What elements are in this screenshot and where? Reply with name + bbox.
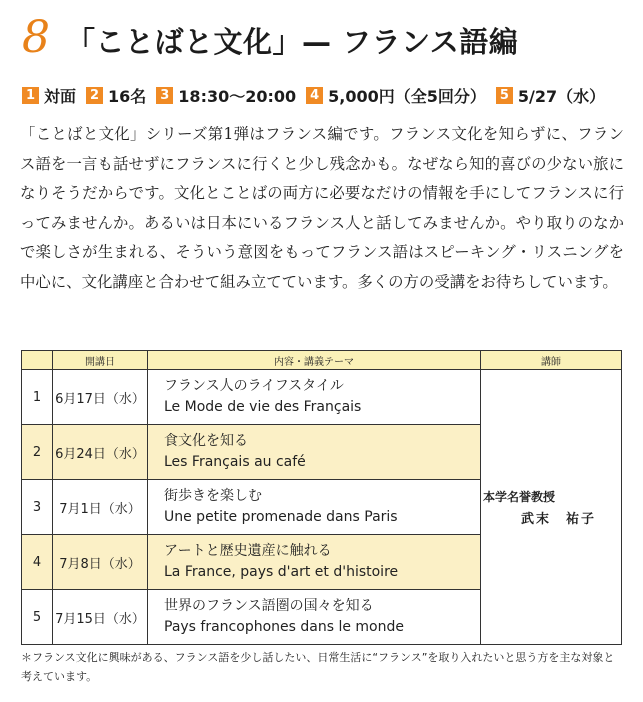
session-theme (148, 370, 481, 425)
lecturer-title: 本学名誉教授 (483, 489, 556, 504)
info-badge: 1 (22, 87, 39, 104)
info-badge: 5 (496, 87, 513, 104)
header-date: 開講日 (53, 351, 148, 370)
info-badge: 4 (306, 87, 323, 104)
course-description: 「ことばと文化」シリーズ第1弾はフランス編です。フランス文化を知らずに、フランス語を一言も話せずにフランスに行くと少し残念かも。なぜなら知的喜びの少ない旅になりそうだからです。文化とことばの両方に必要なだけの情報を手にしてフランスに行ってみませんか。あるいは日本にいるフランス人と話してみませんか。やり取りのなかで楽しさが生まれる、そういう意図をもってフランス語はスピーキング・リスニングを中心に、文化講座と合わせて組み立てています。多くの方の受講をお待ちしています。 (20, 125, 624, 291)
session-date: 6月17日（水） (53, 370, 148, 425)
info-deadline (496, 84, 605, 107)
info-capacity-text: 16名 (108, 86, 147, 106)
header-no (22, 351, 53, 370)
info-fee-text: 5,000円（全5回分） (328, 86, 486, 106)
session-theme (148, 480, 481, 535)
schedule-table (21, 350, 622, 645)
info-badge: 3 (156, 87, 173, 104)
session-theme (148, 535, 481, 590)
session-number: 5 (22, 590, 53, 645)
table-row (22, 370, 622, 425)
info-time-text: 18:30〜20:00 (178, 86, 297, 106)
session-theme (148, 590, 481, 645)
theme-french: Le Mode de vie des Français (164, 399, 362, 415)
lecturer-cell (481, 370, 622, 645)
theme-japanese: 街歩きを楽しむ (164, 488, 262, 504)
table-header-row (22, 351, 622, 370)
theme-french: Une petite promenade dans Paris (164, 509, 398, 525)
info-capacity (86, 84, 146, 107)
footnote: ＊フランス文化に興味がある、フランス語を少し話したい、日常生活に“フランス”を取り入れたいと思う方を主な対象と考えています。 (21, 651, 615, 683)
info-deadline-text: 5/27（水） (517, 86, 606, 106)
theme-japanese: フランス人のライフスタイル (164, 378, 344, 394)
course-number: 8 (22, 12, 50, 63)
info-format (22, 84, 76, 107)
theme-french: La France, pays d'art et d'histoire (164, 564, 399, 580)
session-number: 1 (22, 370, 53, 425)
info-time (156, 84, 296, 107)
session-date: 7月15日（水） (53, 590, 148, 645)
theme-japanese: 食文化を知る (164, 433, 248, 449)
theme-japanese: 世界のフランス語圏の国々を知る (164, 598, 374, 614)
session-number: 2 (22, 425, 53, 480)
theme-french: Pays francophones dans le monde (164, 619, 404, 635)
course-info-row (22, 82, 615, 108)
session-date: 6月24日（水） (53, 425, 148, 480)
session-theme (148, 425, 481, 480)
info-badge: 2 (86, 87, 103, 104)
theme-french: Les Français au café (164, 454, 306, 470)
info-fee (306, 84, 486, 107)
session-date: 7月1日（水） (53, 480, 148, 535)
theme-japanese: アートと歴史遺産に触れる (164, 543, 332, 559)
header-theme: 内容・講義テーマ (148, 351, 481, 370)
session-number: 3 (22, 480, 53, 535)
session-number: 4 (22, 535, 53, 590)
info-format-text: 対面 (44, 86, 77, 106)
session-date: 7月8日（水） (53, 535, 148, 590)
lecturer-name: 武末 祐子 (521, 511, 597, 527)
course-heading (22, 8, 518, 68)
header-lecturer: 講師 (481, 351, 622, 370)
course-title: 「ことばと文化」— フランス語編 (66, 25, 519, 59)
